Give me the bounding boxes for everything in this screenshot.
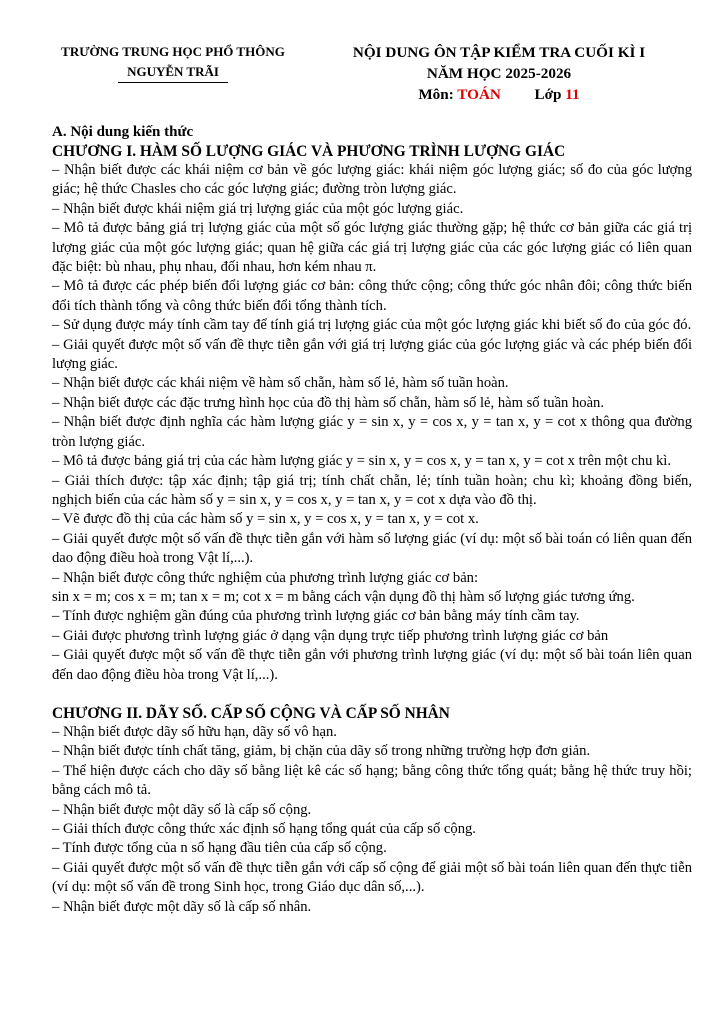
list-item: – Vẽ được đồ thị của các hàm số y = sin x, y = cos x, y = tan x, y = cot x. — [52, 511, 479, 528]
grade-value: 11 — [565, 86, 580, 103]
list-item: – Nhận biết được các khái niệm về hàm số chẵn, hàm số lẻ, hàm số tuần hoàn. — [52, 375, 509, 392]
list-item: – Nhận biết được khái niệm giá trị lượng giác của một góc lượng giác. — [52, 200, 464, 217]
list-item: – Tính được tổng của n số hạng đầu tiên của cấp số cộng. — [52, 840, 387, 857]
section-heading: A. Nội dung kiến thức — [52, 124, 194, 140]
list-item: – Giải quyết được một số vấn đề thực tiễn gắn với phương trình lượng giác (ví dụ: một số bài toán liên quan đến dao động điều hòa trong Vật lí,...). — [52, 647, 692, 683]
grade-label: Lớp — [534, 86, 562, 103]
list-item: – Giải được phương trình lượng giác ở dạng vận dụng trực tiếp phương trình lượng giác cơ bản — [52, 627, 609, 644]
school-underline — [118, 82, 228, 83]
chapter-1-title: CHƯƠNG I. HÀM SỐ LƯỢNG GIÁC VÀ PHƯƠNG TRÌNH LƯỢNG GIÁC — [52, 143, 566, 160]
school-name — [44, 42, 302, 83]
list-item: – Mô tả được bảng giá trị lượng giác của một số góc lượng giác thường gặp; hệ thức cơ bản giữa các giá trị lượng giác của một góc lượng giác; quan hệ giữa các giá trị lượng giác của các góc lượng giác có liên quan đặc biệt: bù nhau, phụ nhau, đối nhau, hơn kém nhau π. — [52, 220, 692, 276]
section-spacer — [52, 685, 692, 704]
list-item: – Giải quyết được một số vấn đề thực tiễn gắn với hàm số lượng giác (ví dụ: một số bài toán có liên quan đến dao động điều hoà trong Vật lí,...). — [52, 530, 692, 567]
formula-line: sin x = m; cos x = m; tan x = m; cot x = m bằng cách vận dụng đồ thị hàm số lượng giác tương ứng. — [52, 588, 635, 605]
list-item: – Thể hiện được cách cho dãy số bằng liệt kê các số hạng; bằng công thức tổng quát; bằng hệ thức truy hồi; bằng cách mô tả. — [52, 762, 692, 799]
document-title-line2: NĂM HỌC 2025-2026 — [426, 65, 572, 82]
list-item: – Nhận biết được một dãy số là cấp số cộng. — [52, 801, 312, 818]
school-name-line1: TRƯỜNG TRUNG HỌC PHỔ THÔNG — [61, 44, 285, 59]
list-item: – Mô tả được bảng giá trị của các hàm lượng giác y = sin x, y = cos x, y = tan x, y = cot x trên một chu kì. — [52, 453, 672, 470]
list-item: – Giải thích được công thức xác định số hạng tổng quát của cấp số cộng. — [52, 821, 476, 837]
subject-line — [316, 84, 682, 105]
list-item: – Nhận biết được các đặc trưng hình học của đồ thị hàm số chẵn, hàm số lẻ, hàm số tuần hoàn. — [52, 394, 605, 411]
subject-value: TOÁN — [457, 86, 501, 103]
list-item: – Nhận biết được định nghĩa các hàm lượng giác y = sin x, y = cos x, y = tan x, y = cot x thông qua đường tròn lượng giác. — [52, 414, 692, 450]
chapter-2-title: CHƯƠNG II. DÃY SỐ. CẤP SỐ CỘNG VÀ CẤP SỐ NHÂN — [52, 704, 450, 722]
list-item: – Nhận biết được dãy số hữu hạn, dãy số vô hạn. — [52, 723, 337, 740]
document-title-line1: NỘI DUNG ÔN TẬP KIỂM TRA CUỐI KÌ I — [352, 44, 646, 61]
document-header — [0, 42, 724, 112]
school-name-line2: NGUYỄN TRÃI — [127, 64, 219, 79]
document-body — [52, 122, 692, 917]
list-item: – Tính được nghiệm gần đúng của phương trình lượng giác cơ bản bằng máy tính cầm tay. — [52, 608, 580, 625]
list-item: – Nhận biết được tính chất tăng, giảm, bị chặn của dãy số trong những trường hợp đơn giản. — [52, 743, 591, 760]
list-item: – Sử dụng được máy tính cầm tay để tính giá trị lượng giác của một góc lượng giác khi biết số đo của góc đó. — [52, 317, 692, 334]
list-item: – Giải quyết được một số vấn đề thực tiễn gắn với cấp số cộng để giải một số bài toán liên quan đến thực tiễn (ví dụ: một số vấn đề trong Sinh học, trong Giáo dục dân số,...). — [52, 859, 692, 896]
list-item: – Mô tả được các phép biến đổi lượng giác cơ bản: công thức cộng; công thức góc nhân đôi; công thức biến đổi tích thành tổng và công thức biến đổi tổng thành tích. — [52, 278, 692, 314]
list-item: – Nhận biết được một dãy số là cấp số nhân. — [52, 898, 312, 915]
list-item: – Nhận biết được công thức nghiệm của phương trình lượng giác cơ bản: — [52, 569, 479, 586]
subject-label: Môn: — [418, 86, 454, 103]
list-item: – Nhận biết được các khái niệm cơ bản về góc lượng giác: khái niệm góc lượng giác; số đo của góc lượng giác; hệ thức Chasles cho các góc lượng giác; đường tròn lượng giác. — [52, 162, 692, 198]
list-item: – Giải thích được: tập xác định; tập giá trị; tính chất chẵn, lẻ; tính tuần hoàn; chu kì; khoảng đồng biến, nghịch biến của các hàm số y = sin x, y = cos x, y = tan x, y = cot x dựa vào đồ thị. — [52, 472, 692, 508]
list-item: – Giải quyết được một số vấn đề thực tiễn gắn với giá trị lượng giác của góc lượng giác và các phép biến đổi lượng giác. — [52, 336, 692, 373]
document-title — [316, 42, 682, 105]
